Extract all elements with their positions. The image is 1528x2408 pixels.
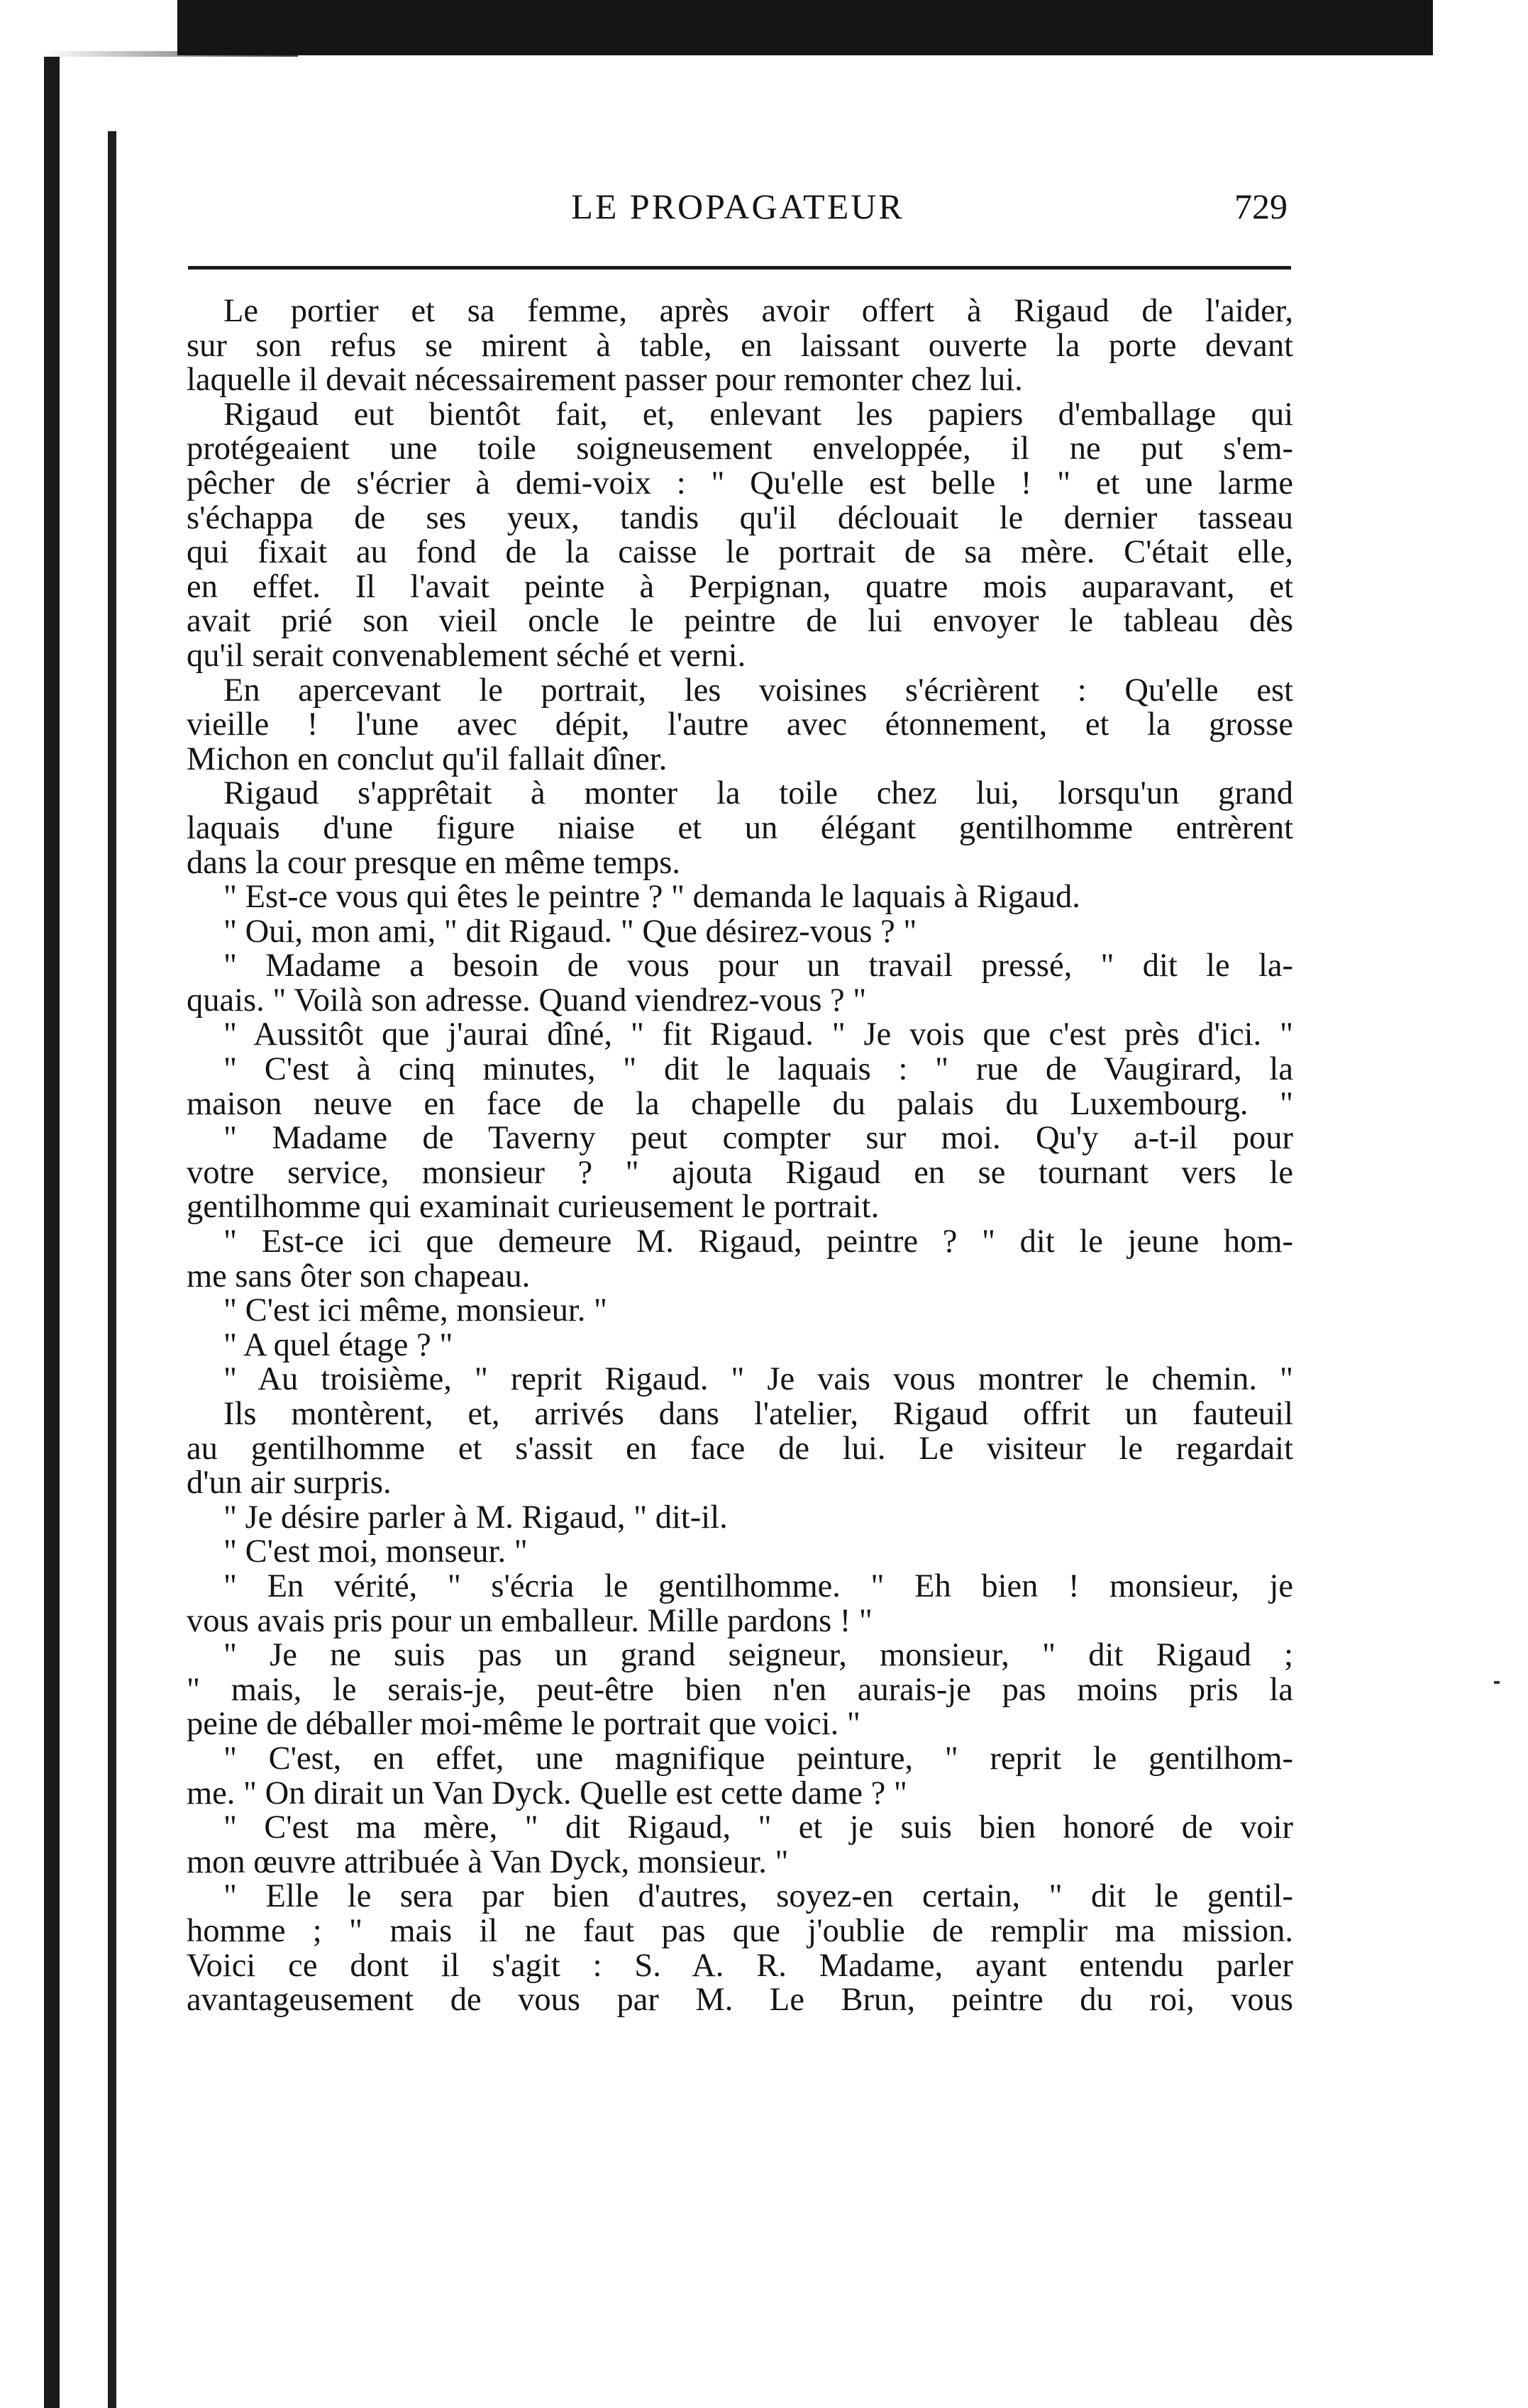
text-line: En apercevant le portrait, les voisines s'écrièrent : Qu'elle est [223, 672, 1293, 709]
text-line: " C'est, en effet, une magnifique peinture, " reprit le gentilhom- [223, 1740, 1293, 1777]
text-line: " mais, le serais-je, peut-être bien n'en aurais-je pas moins pris la [187, 1671, 1293, 1708]
running-title: LE PROPAGATEUR [571, 187, 904, 226]
text-line: " Madame de Taverny peut compter sur moi. Qu'y a-t-il pour [223, 1120, 1293, 1157]
text-line: Rigaud s'apprêtait à monter la toile chez lui, lorsqu'un grand [223, 775, 1293, 812]
text-line: me. " On dirait un Van Dyck. Quelle est cette dame ? " [187, 1775, 907, 1811]
text-line: gentilhomme qui examinait curieusement le portrait. [187, 1189, 880, 1226]
text-line: " En vérité, " s'écria le gentilhomme. " Eh bien ! monsieur, je [223, 1568, 1293, 1604]
text-line: " Est-ce vous qui êtes le peintre ? " demanda le laquais à Rigaud. [223, 879, 1080, 916]
text-line: " Est-ce ici que demeure M. Rigaud, peintre ? " dit le jeune hom- [223, 1224, 1293, 1260]
text-line: dans la cour presque en même temps. [187, 844, 680, 881]
text-line: maison neuve en face de la chapelle du palais du Luxembourg. " [187, 1085, 1293, 1122]
text-line: d'un air surpris. [187, 1465, 392, 1502]
text-line: quais. " Voilà son adresse. Quand viendrez-vous ? " [187, 982, 867, 1019]
text-line: vous avais pris pour un emballeur. Mille pardons ! " [187, 1602, 873, 1639]
text-line: " C'est ici même, monsieur. " [223, 1292, 607, 1329]
text-line: homme ; " mais il ne faut pas que j'oublie de remplir ma mission. [187, 1912, 1293, 1949]
text-line: " C'est à cinq minutes, " dit le laquais : " rue de Vaugirard, la [223, 1051, 1293, 1088]
text-line: Le portier et sa femme, après avoir offert à Rigaud de l'aider, [223, 293, 1293, 329]
text-line: laquais d'une figure niaise et un élégant gentilhomme entrèrent [187, 809, 1293, 846]
text-line: " A quel étage ? " [223, 1326, 453, 1363]
text-line: Ils montèrent, et, arrivés dans l'atelier, Rigaud offrit un fauteuil [223, 1396, 1293, 1432]
page-number: 729 [1234, 187, 1288, 226]
text-line: " Elle le sera par bien d'autres, soyez-en certain, " dit le gentil- [223, 1878, 1293, 1915]
text-line: Michon en conclut qu'il fallait dîner. [187, 740, 668, 777]
text-line: au gentilhomme et s'assit en face de lui. Le visiteur le regardait [187, 1430, 1293, 1467]
header-rule [188, 266, 1291, 270]
text-line: " Je ne suis pas un grand seigneur, monsieur, " dit Rigaud ; [223, 1637, 1293, 1674]
text-line: avait prié son vieil oncle le peintre de lui envoyer le tableau dès [187, 603, 1293, 640]
text-line: laquelle il devait nécessairement passer pour remonter chez lui. [187, 362, 1023, 399]
text-line: " Madame a besoin de vous pour un travail pressé, " dit le la- [223, 948, 1293, 984]
text-line: " Oui, mon ami, " dit Rigaud. " Que désirez-vous ? " [223, 913, 917, 950]
text-line: qui fixait au fond de la caisse le portrait de sa mère. C'était elle, [187, 534, 1293, 571]
scan-border-top [177, 0, 1433, 55]
text-line: " C'est moi, monseur. " [223, 1533, 528, 1570]
text-line: avantageusement de vous par M. Le Brun, peintre du roi, vous [187, 1982, 1293, 2019]
scan-border-left [44, 57, 60, 2408]
text-line: votre service, monsieur ? " ajouta Rigaud en se tournant vers le [187, 1154, 1293, 1191]
text-line: " Aussitôt que j'aurai dîné, " fit Rigaud. " Je vois que c'est près d'ici. " [223, 1016, 1293, 1053]
text-line: Rigaud eut bientôt fait, et, enlevant les papiers d'emballage qui [223, 396, 1293, 433]
text-line: s'échappa de ses yeux, tandis qu'il déclouait le dernier tasseau [187, 499, 1293, 536]
scan-speck [1494, 1681, 1500, 1684]
text-line: sur son refus se mirent à table, en laissant ouverte la porte devant [187, 327, 1293, 364]
text-line: protégeaient une toile soigneusement enveloppée, il ne put s'em- [187, 431, 1293, 467]
text-line: peine de déballer moi-même le portrait que voici. " [187, 1706, 860, 1743]
text-line: " Au troisième, " reprit Rigaud. " Je vais vous montrer le chemin. " [223, 1361, 1293, 1398]
text-line: vieille ! l'une avec dépit, l'autre avec étonnement, et la grosse [187, 706, 1293, 743]
text-line: en effet. Il l'avait peinte à Perpignan, quatre mois auparavant, et [187, 568, 1293, 605]
scan-border-top-fade [43, 51, 298, 57]
page-gutter-shadow [108, 131, 116, 2408]
text-line: Voici ce dont il s'agit : S. A. R. Madame, ayant entendu parler [187, 1947, 1293, 1984]
text-line: pêcher de s'écrier à demi-voix : " Qu'elle est belle ! " et une larme [187, 465, 1293, 501]
page-header [188, 186, 1288, 235]
text-line: qu'il serait convenablement séché et verni. [187, 637, 746, 674]
text-line: mon œuvre attribuée à Van Dyck, monsieur. " [187, 1843, 789, 1880]
text-line: me sans ôter son chapeau. [187, 1258, 531, 1294]
text-line: " C'est ma mère, " dit Rigaud, " et je suis bien honoré de voir [223, 1809, 1293, 1846]
text-line: " Je désire parler à M. Rigaud, " dit-il. [223, 1499, 728, 1536]
body-text [187, 294, 1293, 2018]
